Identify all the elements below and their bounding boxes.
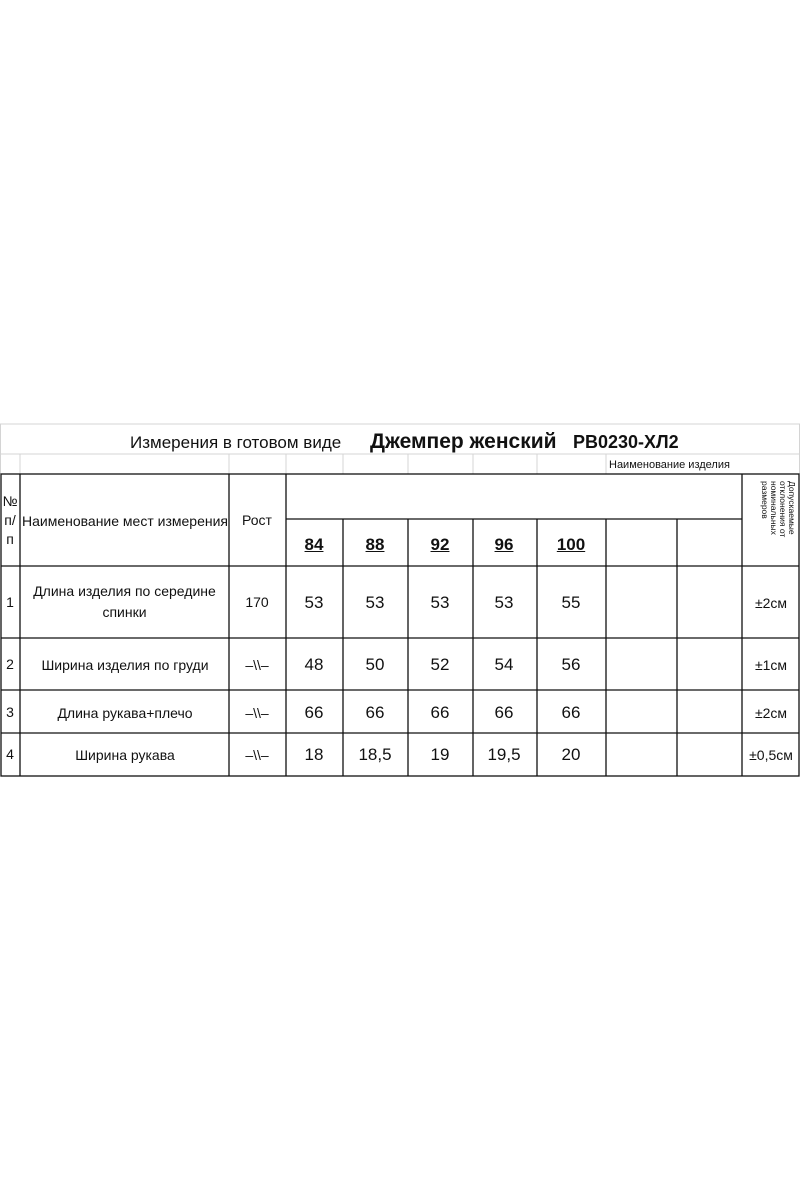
size-value: 53 bbox=[365, 593, 385, 612]
measure-name: Длина изделия по середине спинки bbox=[33, 583, 216, 620]
size-value: 66 bbox=[365, 703, 385, 722]
size-value: 53 bbox=[430, 593, 450, 612]
height-value: 170 bbox=[245, 594, 269, 610]
column-header-measure: Наименование мест измерения bbox=[21, 513, 229, 529]
product-code: PB0230-ХЛ2 bbox=[573, 432, 679, 452]
row-number: 3 bbox=[6, 704, 14, 720]
size-header: 96 bbox=[494, 535, 514, 554]
column-header-no: п/ bbox=[4, 512, 16, 528]
size-value: 66 bbox=[494, 703, 514, 722]
measurement-sheet bbox=[0, 423, 800, 778]
size-value: 52 bbox=[430, 655, 450, 674]
size-value: 18,5 bbox=[358, 745, 392, 764]
size-value: 20 bbox=[561, 745, 581, 764]
size-value: 19,5 bbox=[487, 745, 521, 764]
product-label: Наименование изделия bbox=[609, 459, 730, 471]
size-value: 56 bbox=[561, 655, 581, 674]
measure-name: Ширина изделия по груди bbox=[41, 657, 209, 673]
measure-name: Длина рукава+плечо bbox=[57, 705, 193, 721]
size-header: 88 bbox=[365, 535, 385, 554]
row-number: 2 bbox=[6, 656, 14, 672]
size-header: 92 bbox=[430, 535, 450, 554]
size-value: 55 bbox=[561, 593, 581, 612]
tolerance-header: Допускаемые отклонения от номинальных размеров bbox=[760, 481, 797, 538]
size-value: 53 bbox=[304, 593, 324, 612]
tolerance-value: ±1см bbox=[754, 657, 788, 673]
size-value: 66 bbox=[304, 703, 324, 722]
column-header-no: № bbox=[2, 493, 18, 509]
size-value: 19 bbox=[430, 745, 450, 764]
height-value: –\\– bbox=[245, 657, 269, 673]
column-header-height: Рост bbox=[242, 512, 272, 528]
size-header: 84 bbox=[304, 535, 324, 554]
size-value: 66 bbox=[561, 703, 581, 722]
size-value: 66 bbox=[430, 703, 450, 722]
height-value: –\\– bbox=[245, 747, 269, 763]
size-header: 100 bbox=[556, 535, 586, 554]
tolerance-value: ±0,5см bbox=[749, 747, 793, 763]
size-value: 54 bbox=[494, 655, 514, 674]
row-number: 1 bbox=[6, 594, 14, 610]
size-value: 53 bbox=[494, 593, 514, 612]
measure-name: Ширина рукава bbox=[75, 747, 175, 763]
size-value: 18 bbox=[304, 745, 324, 764]
height-value: –\\– bbox=[245, 705, 269, 721]
tolerance-value: ±2см bbox=[754, 595, 788, 611]
tolerance-value: ±2см bbox=[754, 705, 788, 721]
product-name: Джемпер женский bbox=[370, 430, 557, 453]
size-value: 50 bbox=[365, 655, 385, 674]
column-header-no: п bbox=[6, 531, 14, 547]
size-value: 48 bbox=[304, 655, 324, 674]
row-number: 4 bbox=[6, 746, 14, 762]
sheet-title: Измерения в готовом виде bbox=[130, 433, 342, 452]
